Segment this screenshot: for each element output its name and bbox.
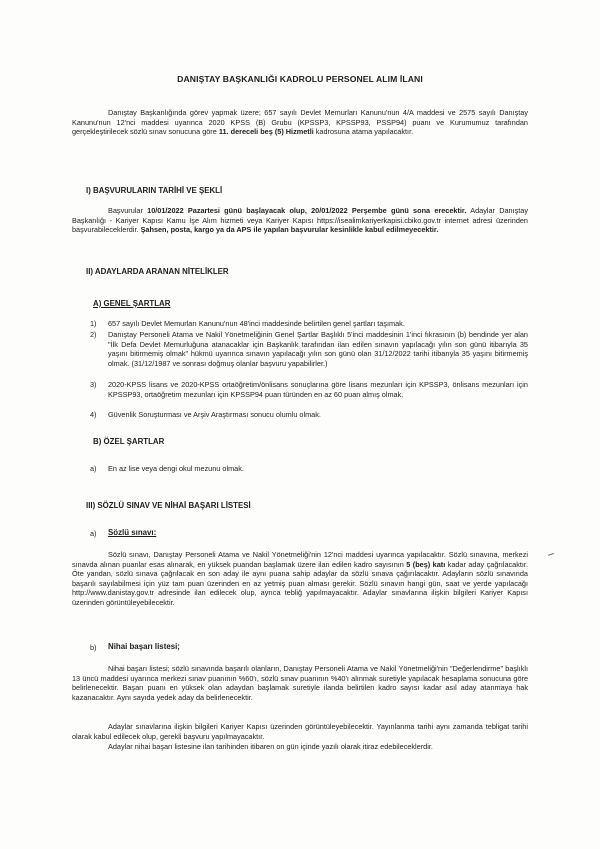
special-conditions-heading: B) ÖZEL ŞARTLAR [93, 437, 165, 446]
general-item: 2020-KPSS lisans ve 2020-KPSS ortaöğretim/önlisans sonuçlarına göre lisans mezunları için KPSSP3, önlisans mezunları için KPSSP93, ortaöğretim mezunları için KPSSP94 puan türünden en az 60 puan almış olmak. [108, 380, 528, 399]
final-list-number: b) [90, 643, 97, 652]
section-1-heading: I) BAŞVURULARIN TARİHİ VE ŞEKLİ [86, 186, 223, 195]
general-item-number: 4) [90, 410, 97, 419]
section-1-warning: Şahsen, posta, kargo ya da APS ile yapılan başvurular kesinlikle kabul edilmeyecektir. [140, 225, 439, 235]
final-list-paragraph-2: Adaylar sınavlarına ilişkin bilgileri Kariyer Kapısı üzerinden görüntüleyebilecektir. Yayınlanma tarihi aynı zamanda tebligat tarihi olarak kabul edilecek olup, gerekli başvuru yapılmayacaktır. [72, 722, 528, 741]
page-title: DANIŞTAY BAŞKANLIĞI KADROLU PERSONEL ALIM İLANI [177, 74, 423, 84]
special-item-number: a) [90, 464, 97, 473]
oral-exam-heading: Sözlü sınavı: [108, 528, 157, 537]
section-1-text-start: Başvurular [108, 206, 143, 215]
section-3-heading: III) SÖZLÜ SINAV VE NİHAİ BAŞARI LİSTESİ [86, 501, 251, 510]
section-2-heading: II) ADAYLARDA ARANAN NİTELİKLER [86, 267, 229, 276]
general-item: 657 sayılı Devlet Memurları Kanunu'nun 48'inci maddesinde belirtilen genel şartları taşımak. [108, 319, 405, 328]
final-list-paragraph-3: Adaylar nihai başarı listesine ilan tarihinden itibaren on gün içinde yazılı olarak itiraz edebileceklerdir. [108, 742, 433, 751]
intro-end-text: kadrosuna atama yapılacaktır. [315, 127, 414, 137]
section-1-paragraph [72, 206, 528, 235]
general-item-number: 1) [90, 319, 97, 328]
general-item-number: 2) [90, 330, 97, 339]
intro-paragraph [72, 108, 528, 137]
general-conditions-heading: A) GENEL ŞARTLAR [93, 299, 171, 308]
intro-text: Danıştay Başkanlığında görev yapmak üzere; 657 sayılı Devlet Memurları Kanunu'nun 4/A maddesi ve 2575 sayılı Danıştay Kanunu'nun 12'nci maddesi uyarınca 2020 KPSS (B) Grubu (KPSSP3, KPSSP93, PSSP94) puanı ve Kurumumuz tarafından gerçekleştirilecek sözlü sınav sonucuna göre [72, 108, 528, 137]
general-item-number: 3) [90, 380, 97, 389]
final-list-heading: Nihai başarı listesi; [108, 642, 180, 651]
oral-exam-text-start: Sözlü sınavı, Danıştay Personeli Atama ve Nakil Yönetmeliği'nin 12'nci maddesi uyarınca yapılacaktır. Sözlü sınavına, merkezi sınavda alınan puanlar esas alınarak, en yüksek puandan başlamak üzere ilan edilen kadro sayısının [72, 550, 528, 569]
section-1-text-mid: Adaylar Danıştay Başkanlığı - Kariyer Kapısı Kamu İşe Alım hizmeti veya Kariyer Kapısı https://isealimkariyerkapisi.cbiko.gov.tr internet adresi üzerinden başvurabileceklerdir. [72, 206, 528, 235]
oral-exam-text-end: kadar aday çağrılacaktır. Öte yandan, sözlü sınava çağrılacak en son aday ile aynı puana sahip adaylar da sözlü sınava çağırılacaktır. Adayların sözlü sınavında başarılı sayılabilmesi için yüz tam puan üzerinden en az yetmiş puan alması gerekir. Sözlü sınavın hangi gün, saat ve yerde yapılacağı http://www.danistay.gov.tr adresinde ilan edilecek olup, ayrıca tebliğ yapılmayacaktır. Adaylar sınavlarına ilişkin bilgileri Kariyer Kapısı üzerinden görüntüleyebilecektir. [72, 559, 528, 607]
pen-mark [546, 547, 554, 556]
oral-exam-multiplier: 5 (beş) katı [406, 559, 446, 569]
intro-bold-text: 11. dereceli beş (5) Hizmetli [218, 127, 314, 137]
section-1-dates: 10/01/2022 Pazartesi günü başlayacak olup, 20/01/2022 Perşembe günü sona erecektir. [147, 206, 467, 215]
general-item: Danıştay Personeli Atama ve Nakil Yönetmeliğinin Genel Şartlar Başlıklı 5'inci maddesinin 1'inci fıkrasının (b) bendinde yer alan "İlk Defa Devlet Memurluğuna atanacaklar için Başkanlık tarafından ilan edilen sınavın yapılacağı yılın son günü itibarıyla 35 yaşını bitirmemiş olmak" hükmü uyarınca sınavın yapılacağı yılın son günü olan 31/12/2022 tarihi itibarıyla 35 yaşını bitirmemiş olmak. (31/12/1987 ve sonrası doğmuş olanlar başvuru yapabilirler.) [108, 330, 528, 368]
oral-exam-number: a) [90, 529, 97, 538]
special-item: En az lise veya dengi okul mezunu olmak. [108, 464, 244, 473]
final-list-paragraph-1: Nihai başarı listesi; sözlü sınavında başarılı olanların, Danıştay Personeli Atama ve Nakil Yönetmeliği'nin "Değerlendirme" başlıklı 13 üncü maddesi uyarınca merkezi sınav puanının %60'ı, sözlü sınav puanının %40'ı alınmak suretiyle yapılacak hesaplama sonucuna göre belirlenecektir. Başarı puanı en yüksek olan adaydan başlamak suretiyle ilanda belirtilen kadro sayısı kadar asıl aday atanmaya hak kazanacaktır. Aynı sayıda yedek aday da belirlenecektir. [72, 664, 528, 702]
general-item: Güvenlik Soruşturması ve Arşiv Araştırması sonucu olumlu olmak. [108, 410, 321, 419]
oral-exam-paragraph [72, 550, 528, 608]
